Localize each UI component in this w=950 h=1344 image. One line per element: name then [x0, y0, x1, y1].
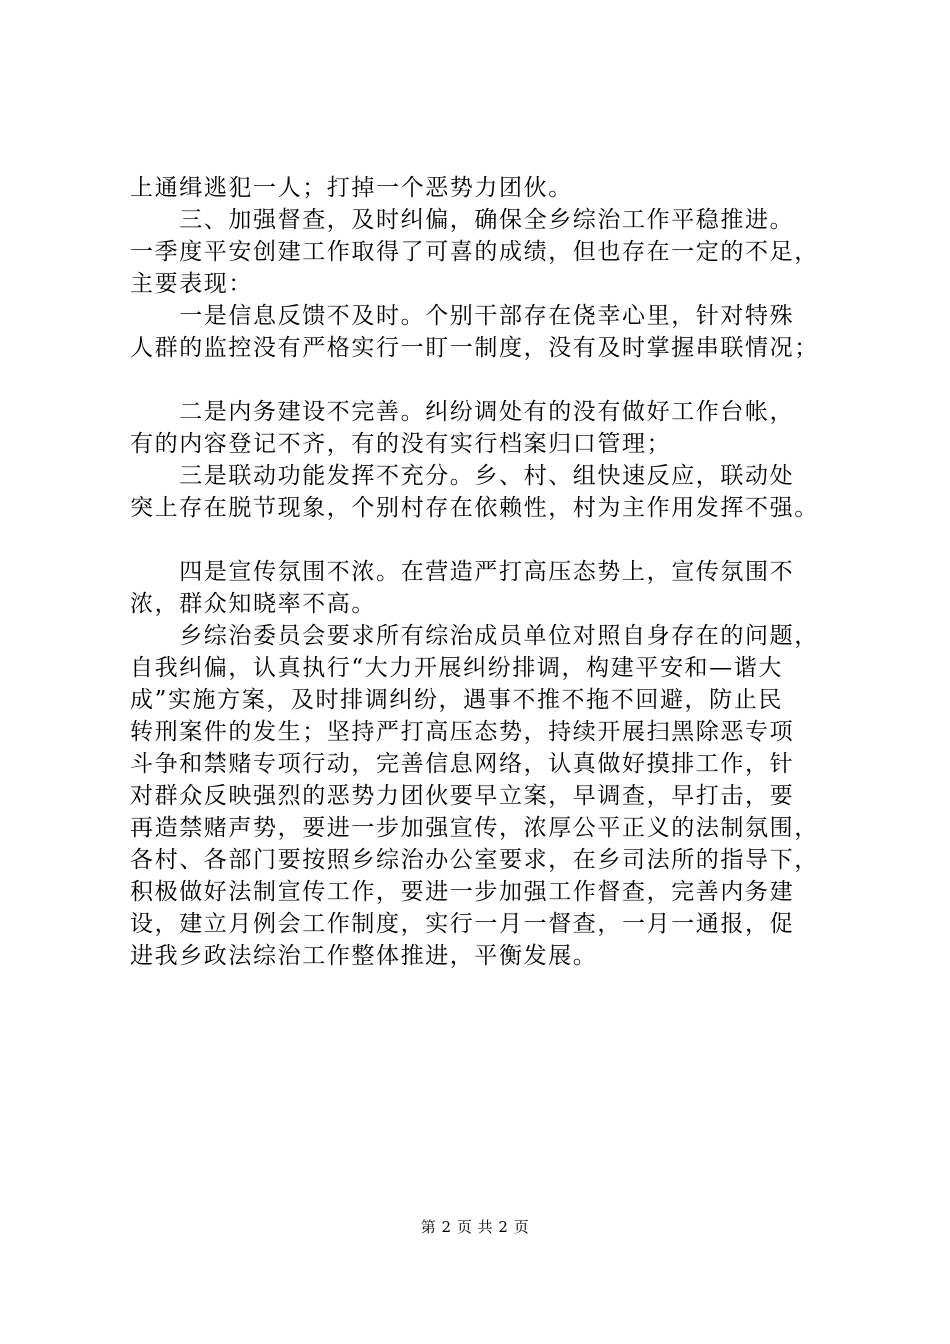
- text-line: 各村、各部门要按照乡综治办公室要求，在乡司法所的指导下，: [130, 847, 819, 873]
- text-line: 有的内容登记不齐，有的没有实行档案归口管理；: [130, 431, 672, 457]
- text-line: 上通缉逃犯一人；打掉一个恶势力团伙。: [130, 175, 573, 201]
- text-line: 一是信息反馈不及时。个别干部存在侥幸心里，针对特殊: [130, 303, 795, 329]
- text-line: 主要表现：: [130, 271, 253, 297]
- text-line: 斗争和禁赌专项行动，完善信息网络，认真做好摸排工作，针: [130, 751, 795, 777]
- text-line: 进我乡政法综治工作整体推进，平衡发展。: [130, 943, 598, 969]
- text-line: 自我纠偏，认真执行“大力开展纠纷排调，构建平安和—谐大: [130, 655, 783, 681]
- text-line: 浓，群众知晓率不高。: [130, 591, 376, 617]
- text-line: 积极做好法制宣传工作，要进一步加强工作督查，完善内务建: [130, 879, 795, 905]
- page-footer: 第 2 页 共 2 页: [420, 1218, 530, 1236]
- text-line: 乡综治委员会要求所有综治成员单位对照自身存在的问题，: [130, 623, 819, 649]
- text-line: 转刑案件的发生；坚持严打高压态势，持续开展扫黑除恶专项: [130, 719, 795, 745]
- text-line: 四是宣传氛围不浓。在营造严打高压态势上，宣传氛围不: [130, 559, 795, 585]
- text-line: 三是联动功能发挥不充分。乡、村、组快速反应，联动处: [130, 463, 795, 489]
- text-line: 人群的监控没有严格实行一盯一制度，没有及时掌握串联情况；: [130, 335, 819, 361]
- text-line: 三、加强督查，及时纠偏，确保全乡综治工作平稳推进。: [130, 207, 795, 233]
- text-line: 一季度平安创建工作取得了可喜的成绩，但也存在一定的不足，: [130, 239, 819, 265]
- text-line: 设，建立月例会工作制度，实行一月一督查，一月一通报，促: [130, 911, 795, 937]
- text-line: 二是内务建设不完善。纠纷调处有的没有做好工作台帐，: [130, 399, 795, 425]
- text-line: 成”实施方案，及时排调纠纷，遇事不推不拖不回避，防止民: [130, 687, 783, 713]
- text-line: 突上存在脱节现象，个别村存在依赖性，村为主作用发挥不强。: [130, 495, 819, 521]
- text-line: 再造禁赌声势，要进一步加强宣传，浓厚公平正义的法制氛围，: [130, 815, 819, 841]
- text-line: 对群众反映强烈的恶势力团伙要早立案，早调查，早打击，要: [130, 783, 795, 809]
